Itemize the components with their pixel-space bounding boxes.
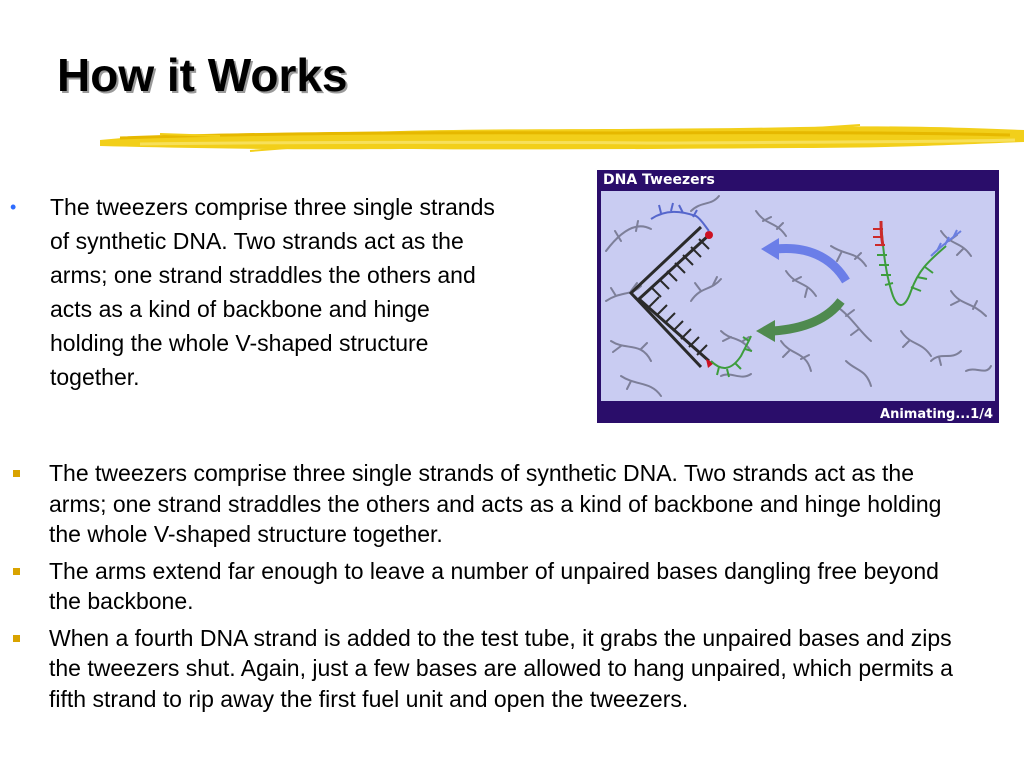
slide-title: How it Works (57, 49, 348, 101)
background-strand (846, 361, 871, 386)
dna-tweezers-animation (597, 170, 999, 423)
background-strand (721, 374, 751, 377)
background-strand (606, 221, 651, 251)
bullet-text: The tweezers comprise three single strands of synthetic DNA. Two strands act as the arms; one strand straddles the others and acts as a kind of backbone and hinge holding the whole V-shaped structure together. (49, 460, 942, 547)
background-strand (691, 196, 719, 211)
background-strand (621, 376, 661, 396)
background-strand (966, 366, 991, 371)
red-marker (705, 231, 713, 239)
bullet-text: The arms extend far enough to leave a number of unpaired bases dangling free beyond the backbone. (49, 557, 939, 614)
green-arrow-icon (756, 301, 841, 342)
bullet-dot: • (10, 197, 17, 217)
background-strand (836, 306, 871, 341)
animation-status: Animating...1/4 (880, 407, 993, 422)
list-item (10, 458, 970, 550)
background-strand (951, 291, 986, 316)
background-strand (781, 341, 811, 371)
background-strand (611, 341, 651, 361)
list-item (10, 556, 970, 617)
bullet-list (10, 458, 970, 720)
top-bullet-text: The tweezers comprise three single strands of synthetic DNA. Two strands act as the arms; one strand straddles the others and acts as a kind of backbone and hinge holding the whole V-shaped structure together. (50, 194, 495, 390)
animation-title: DNA Tweezers (603, 172, 715, 188)
square-bullet-icon (13, 635, 20, 642)
square-bullet-icon (13, 470, 20, 477)
background-strand (931, 351, 961, 365)
blue-arrow-icon (761, 238, 846, 281)
fuel-strand (873, 221, 961, 305)
dna-illustration (601, 191, 995, 401)
animation-canvas (601, 191, 995, 401)
background-strand (786, 271, 816, 297)
background-strand (721, 331, 751, 351)
background-strand (691, 277, 721, 301)
yellow-brush-divider (100, 118, 1024, 160)
list-item (10, 623, 970, 715)
background-strand (901, 331, 931, 356)
background-strand (756, 211, 786, 236)
green-strand-bottom (711, 336, 752, 377)
square-bullet-icon (13, 568, 20, 575)
bullet-text: When a fourth DNA strand is added to the test tube, it grabs the unpaired bases and zips the tweezers shut. Again, just a few bases are allowed to hang unpaired, which permits a fifth strand to rip away the first fuel unit and open the tweezers. (49, 624, 953, 712)
